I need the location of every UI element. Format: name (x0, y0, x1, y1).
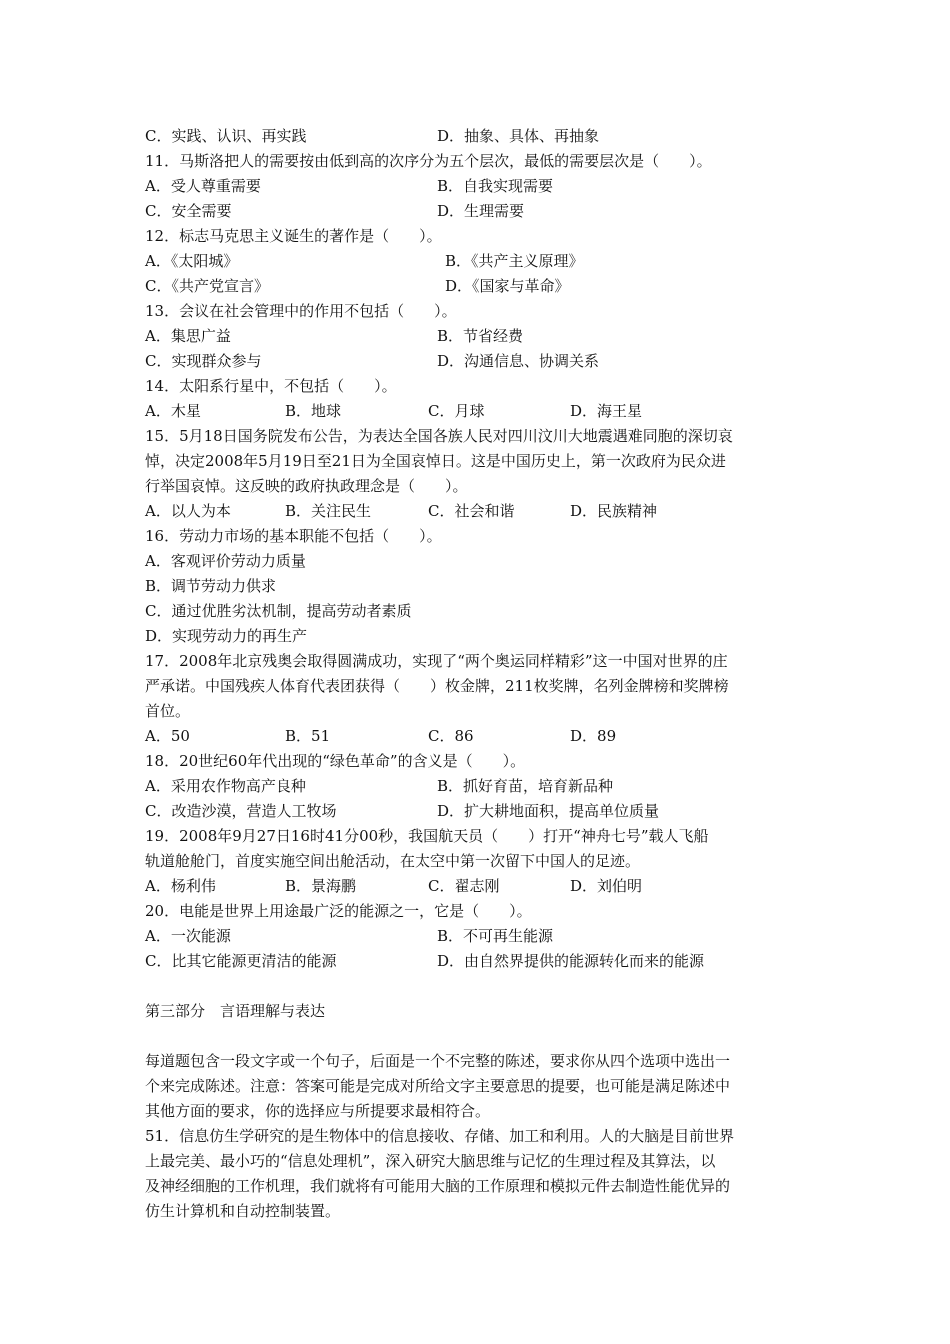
q12-option-c: C．《共产党宣言》 (145, 277, 269, 295)
q15-option-a: A．以人为本 (145, 502, 231, 520)
q13-option-b: B．节省经费 (437, 327, 524, 345)
q10-option-c: C．实践、认识、再实践 (145, 127, 307, 145)
q13-option-d: D．沟通信息、协调关系 (437, 352, 600, 370)
q15-stem-line1: 15．5月18日国务院发布公告，为表达全国各族人民对四川汶川大地震遇难同胞的深切哀 (145, 427, 733, 445)
q10-options-cd (145, 124, 805, 149)
q17-stem-line2: 严承诺。中国残疾人体育代表团获得（ ）枚金牌，211枚奖牌，名列金牌榜和奖牌榜 (145, 677, 729, 695)
q11-option-c: C．安全需要 (145, 202, 232, 220)
q16-option-a: A．客观评价劳动力质量 (145, 552, 306, 570)
q19-option-a: A．杨利伟 (145, 877, 216, 895)
q14-stem: 14．太阳系行星中，不包括（ ）。 (145, 377, 397, 395)
q11-stem: 11．马斯洛把人的需要按由低到高的次序分为五个层次，最低的需要层次是（ ）。 (145, 152, 712, 170)
q18-options-cd (145, 799, 805, 824)
q14-options (145, 399, 805, 424)
q17-option-d: D．89 (570, 727, 617, 745)
q18-stem: 18．20世纪60年代出现的“绿色革命”的含义是（ ）。 (145, 752, 526, 770)
q10-option-d: D．抽象、具体、再抽象 (437, 127, 600, 145)
q20-option-b: B．不可再生能源 (437, 927, 554, 945)
section3-title: 第三部分 言语理解与表达 (145, 1002, 326, 1020)
q15-option-c: C．社会和谐 (428, 502, 515, 520)
q12-options-cd (145, 274, 805, 299)
q15-stem-line3: 行举国哀悼。这反映的政府执政理念是（ ）。 (145, 477, 468, 495)
q11-options-cd (145, 199, 805, 224)
q12-option-b: B．《共产主义原理》 (445, 252, 584, 270)
q16-option-b: B．调节劳动力供求 (145, 577, 277, 595)
q15-options (145, 499, 805, 524)
q11-option-b: B．自我实现需要 (437, 177, 554, 195)
q14-option-d: D．海王星 (570, 402, 643, 420)
instructions-line3: 其他方面的要求，你的选择应与所提要求最相符合。 (145, 1102, 491, 1120)
q18-option-d: D．扩大耕地面积，提高单位质量 (437, 802, 660, 820)
q17-stem-line3: 首位。 (145, 702, 191, 720)
q12-stem: 12．标志马克思主义诞生的著作是（ ）。 (145, 227, 442, 245)
q13-options-ab (145, 324, 805, 349)
q14-option-a: A．木星 (145, 402, 201, 420)
q13-option-a: A．集思广益 (145, 327, 231, 345)
q14-option-b: B．地球 (285, 402, 342, 420)
instructions-line2: 个来完成陈述。注意：答案可能是完成对所给文字主要意思的提要，也可能是满足陈述中 (145, 1077, 731, 1095)
instructions-line1: 每道题包含一段文字或一个句子，后面是一个不完整的陈述，要求你从四个选项中选出一 (145, 1052, 731, 1070)
q16-stem: 16．劳动力市场的基本职能不包括（ ）。 (145, 527, 442, 545)
q17-option-c: C．86 (428, 727, 474, 745)
q15-option-d: D．民族精神 (570, 502, 658, 520)
q11-option-a: A．受人尊重需要 (145, 177, 261, 195)
q18-option-a: A．采用农作物高产良种 (145, 777, 306, 795)
q13-options-cd (145, 349, 805, 374)
q51-line2: 上最完美、最小巧的“信息处理机”，深入研究大脑思维与记忆的生理过程及其算法，以 (145, 1152, 716, 1170)
q18-options-ab (145, 774, 805, 799)
q18-option-b: B．抓好育苗，培育新品种 (437, 777, 614, 795)
q51-line3: 及神经细胞的工作机理，我们就将有可能用大脑的工作原理和模拟元件去制造性能优异的 (145, 1177, 731, 1195)
q14-option-c: C．月球 (428, 402, 485, 420)
q17-options (145, 724, 805, 749)
q12-option-a: A．《太阳城》 (145, 252, 239, 270)
section-spacer (145, 974, 805, 999)
q51-line4: 仿生计算机和自动控制装置。 (145, 1202, 341, 1220)
q51-line1: 51．信息仿生学研究的是生物体中的信息接收、存储、加工和利用。人的大脑是目前世界 (145, 1127, 735, 1145)
q13-option-c: C．实现群众参与 (145, 352, 262, 370)
q12-options-ab (145, 249, 805, 274)
q19-options (145, 874, 805, 899)
q13-stem: 13．会议在社会管理中的作用不包括（ ）。 (145, 302, 457, 320)
q19-stem-line1: 19．2008年9月27日16时41分00秒，我国航天员（ ）打开“神舟七号”载人飞船 (145, 827, 709, 845)
q19-option-d: D．刘伯明 (570, 877, 643, 895)
section-spacer (145, 1024, 805, 1049)
q20-option-d: D．由自然界提供的能源转化而来的能源 (437, 952, 705, 970)
q20-stem: 20．电能是世界上用途最广泛的能源之一，它是（ ）。 (145, 902, 532, 920)
q15-stem-line2: 悼，决定2008年5月19日至21日为全国哀悼日。这是中国历史上，第一次政府为民众进 (145, 452, 726, 470)
q17-option-a: A．50 (145, 727, 190, 745)
q20-option-c: C．比其它能源更清洁的能源 (145, 952, 337, 970)
q20-option-a: A．一次能源 (145, 927, 231, 945)
q20-options-ab (145, 924, 805, 949)
q20-options-cd (145, 949, 805, 974)
q15-option-b: B．关注民生 (285, 502, 372, 520)
q17-stem-line1: 17．2008年北京残奥会取得圆满成功，实现了“两个奥运同样精彩”这一中国对世界的庄 (145, 652, 728, 670)
q18-option-c: C．改造沙漠，营造人工牧场 (145, 802, 337, 820)
q19-option-c: C．翟志刚 (428, 877, 500, 895)
document-page (145, 124, 805, 1224)
q11-option-d: D．生理需要 (437, 202, 525, 220)
q19-option-b: B．景海鹏 (285, 877, 357, 895)
q19-stem-line2: 轨道舱舱门，首度实施空间出舱活动，在太空中第一次留下中国人的足迹。 (145, 852, 641, 870)
q16-option-c: C．通过优胜劣汰机制，提高劳动者素质 (145, 602, 412, 620)
q17-option-b: B．51 (285, 727, 331, 745)
q16-option-d: D．实现劳动力的再生产 (145, 627, 308, 645)
q12-option-d: D．《国家与革命》 (445, 277, 570, 295)
q11-options-ab (145, 174, 805, 199)
